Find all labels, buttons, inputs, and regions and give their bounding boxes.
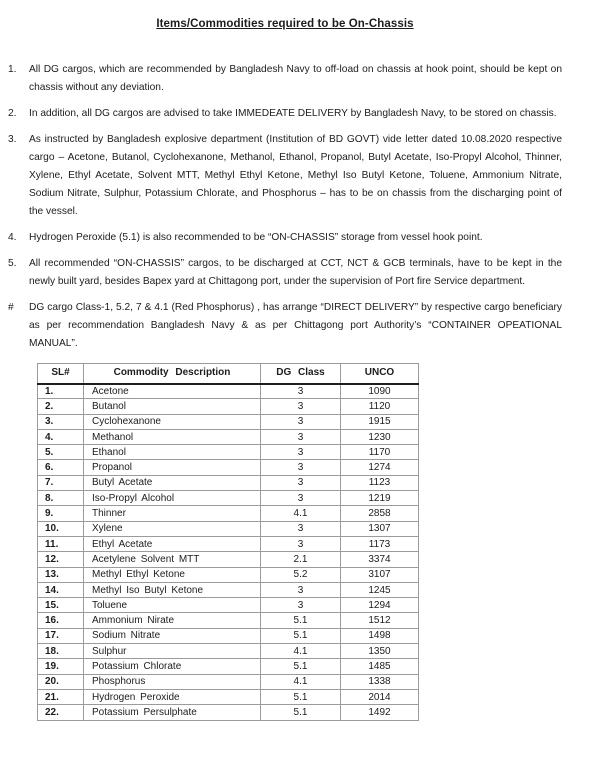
commodity-cell: Acetone: [84, 384, 261, 399]
paragraph-marker: 1.: [8, 64, 17, 75]
dg-class-cell: 5.1: [261, 628, 341, 643]
paragraph-item: [8, 229, 562, 247]
commodity-cell: Propanol: [84, 460, 261, 475]
paragraph-item: [8, 105, 562, 123]
column-header-unco: UNCO: [341, 364, 419, 384]
dg-class-cell: 3: [261, 414, 341, 429]
table-row: [38, 506, 419, 521]
paragraph-list: [8, 61, 562, 353]
sl-cell: 12.: [38, 552, 84, 567]
table-row: [38, 384, 419, 399]
table-row: [38, 659, 419, 674]
commodity-cell: Acetylene Solvent MTT: [84, 552, 261, 567]
table-row: [38, 628, 419, 643]
unco-cell: 1498: [341, 628, 419, 643]
sl-cell: 2.: [38, 399, 84, 414]
dg-class-cell: 5.2: [261, 567, 341, 582]
paragraph-item: [8, 299, 562, 353]
page-title: Items/Commodities required to be On-Chassis: [156, 18, 414, 30]
sl-cell: 7.: [38, 475, 84, 490]
unco-cell: 1173: [341, 536, 419, 551]
paragraph-text: Hydrogen Peroxide (5.1) is also recommended to be “ON-CHASSIS” storage from vessel hook point.: [29, 232, 483, 243]
unco-cell: 1170: [341, 445, 419, 460]
dg-class-cell: 3: [261, 460, 341, 475]
table-row: [38, 552, 419, 567]
table-row: [38, 689, 419, 704]
unco-cell: 3374: [341, 552, 419, 567]
dg-class-cell: 5.1: [261, 705, 341, 720]
sl-cell: 15.: [38, 598, 84, 613]
sl-cell: 3.: [38, 414, 84, 429]
commodity-cell: Methyl Iso Butyl Ketone: [84, 582, 261, 597]
unco-cell: 1120: [341, 399, 419, 414]
paragraph-text: DG cargo Class-1, 5.2, 7 & 4.1 (Red Phosphorus) , has arrange “DIRECT DELIVERY” by respective cargo beneficiary as per recommendation Bangladesh Navy & as per Chittagong port Authority’s “CONTAINER OPEATIONAL MANUAL”.: [29, 302, 562, 349]
table-row: [38, 567, 419, 582]
paragraph-marker: 2.: [8, 108, 17, 119]
commodity-cell: Thinner: [84, 506, 261, 521]
commodity-cell: Potassium Persulphate: [84, 705, 261, 720]
sl-cell: 19.: [38, 659, 84, 674]
paragraph-marker: 3.: [8, 134, 17, 145]
unco-cell: 3107: [341, 567, 419, 582]
table-row: [38, 536, 419, 551]
commodity-cell: Iso-Propyl Alcohol: [84, 491, 261, 506]
commodity-cell: Ethyl Acetate: [84, 536, 261, 551]
sl-cell: 17.: [38, 628, 84, 643]
sl-cell: 9.: [38, 506, 84, 521]
commodity-cell: Ethanol: [84, 445, 261, 460]
table-header-row: [38, 364, 419, 384]
dg-class-cell: 4.1: [261, 674, 341, 689]
dg-class-cell: 3: [261, 445, 341, 460]
unco-cell: 1915: [341, 414, 419, 429]
commodity-cell: Potassium Chlorate: [84, 659, 261, 674]
sl-cell: 10.: [38, 521, 84, 536]
sl-cell: 6.: [38, 460, 84, 475]
sl-cell: 20.: [38, 674, 84, 689]
table-row: [38, 399, 419, 414]
sl-cell: 18.: [38, 644, 84, 659]
sl-cell: 8.: [38, 491, 84, 506]
unco-cell: 1492: [341, 705, 419, 720]
commodity-cell: Xylene: [84, 521, 261, 536]
unco-cell: 2858: [341, 506, 419, 521]
paragraph-text: As instructed by Bangladesh explosive department (Institution of BD GOVT) vide letter dated 10.08.2020 respective cargo – Acetone, Butanol, Cyclohexanone, Methanol, Ethanol, Propanol, Butyl Acetate, Iso-Propyl Alcohol, Thinner, Xylene, Ethyl Acetate, Solvent MTT, Methyl Ethyl Ketone, Methyl Iso Butyl Ketone, Toluene, Ammonium Nitrate, Sodium Nitrate, Sulphur, Potassium Chlorate, and Phosphorus – has to be on chassis from the discharging point of the vessel.: [29, 134, 562, 217]
commodity-cell: Cyclohexanone: [84, 414, 261, 429]
commodity-cell: Ammonium Nirate: [84, 613, 261, 628]
dg-class-cell: 3: [261, 536, 341, 551]
table-row: [38, 460, 419, 475]
paragraph-item: [8, 61, 562, 97]
paragraph-text: All recommended “ON-CHASSIS” cargos, to be discharged at CCT, NCT & GCB terminals, have to be kept in the newly built yard, besides Bapex yard at Chittagong port, under the supervision of Port fire Service department.: [29, 258, 562, 287]
unco-cell: 1485: [341, 659, 419, 674]
table-body: [38, 384, 419, 721]
paragraph-text: All DG cargos, which are recommended by Bangladesh Navy to off-load on chassis at hook point, should be kept on chassis without any deviation.: [29, 64, 562, 93]
sl-cell: 5.: [38, 445, 84, 460]
dg-class-cell: 4.1: [261, 506, 341, 521]
table-row: [38, 705, 419, 720]
commodity-table: [37, 363, 419, 721]
dg-class-cell: 3: [261, 384, 341, 399]
paragraph-text: In addition, all DG cargos are advised to take IMMEDEATE DELIVERY by Bangladesh Navy, to be stored on chassis.: [29, 108, 557, 119]
commodity-cell: Toluene: [84, 598, 261, 613]
table-row: [38, 429, 419, 444]
unco-cell: 1512: [341, 613, 419, 628]
commodity-cell: Butanol: [84, 399, 261, 414]
unco-cell: 2014: [341, 689, 419, 704]
unco-cell: 1230: [341, 429, 419, 444]
sl-cell: 11.: [38, 536, 84, 551]
unco-cell: 1294: [341, 598, 419, 613]
dg-class-cell: 3: [261, 475, 341, 490]
dg-class-cell: 3: [261, 582, 341, 597]
dg-class-cell: 2.1: [261, 552, 341, 567]
table-row: [38, 521, 419, 536]
sl-cell: 4.: [38, 429, 84, 444]
commodity-cell: Butyl Acetate: [84, 475, 261, 490]
sl-cell: 16.: [38, 613, 84, 628]
paragraph-item: [8, 131, 562, 221]
paragraph-marker: #: [8, 302, 14, 313]
dg-class-cell: 3: [261, 598, 341, 613]
commodity-cell: Sulphur: [84, 644, 261, 659]
table-row: [38, 414, 419, 429]
table-row: [38, 582, 419, 597]
column-header-dg-class: DG Class: [261, 364, 341, 384]
unco-cell: 1245: [341, 582, 419, 597]
dg-class-cell: 5.1: [261, 613, 341, 628]
commodity-cell: Phosphorus: [84, 674, 261, 689]
dg-class-cell: 3: [261, 521, 341, 536]
sl-cell: 22.: [38, 705, 84, 720]
unco-cell: 1090: [341, 384, 419, 399]
unco-cell: 1307: [341, 521, 419, 536]
sl-cell: 14.: [38, 582, 84, 597]
dg-class-cell: 4.1: [261, 644, 341, 659]
table-row: [38, 674, 419, 689]
sl-cell: 1.: [38, 384, 84, 399]
sl-cell: 13.: [38, 567, 84, 582]
dg-class-cell: 3: [261, 429, 341, 444]
column-header-commodity-description: Commodity Description: [84, 364, 261, 384]
dg-class-cell: 3: [261, 491, 341, 506]
table-row: [38, 613, 419, 628]
paragraph-marker: 5.: [8, 258, 17, 269]
commodity-cell: Sodium Nitrate: [84, 628, 261, 643]
dg-class-cell: 5.1: [261, 659, 341, 674]
paragraph-marker: 4.: [8, 232, 17, 243]
commodity-cell: Hydrogen Peroxide: [84, 689, 261, 704]
table-row: [38, 475, 419, 490]
table-row: [38, 491, 419, 506]
commodity-cell: Methanol: [84, 429, 261, 444]
unco-cell: 1123: [341, 475, 419, 490]
paragraph-item: [8, 255, 562, 291]
dg-class-cell: 3: [261, 399, 341, 414]
unco-cell: 1338: [341, 674, 419, 689]
column-header-sl-: SL#: [38, 364, 84, 384]
table-row: [38, 598, 419, 613]
dg-class-cell: 5.1: [261, 689, 341, 704]
unco-cell: 1219: [341, 491, 419, 506]
commodity-cell: Methyl Ethyl Ketone: [84, 567, 261, 582]
sl-cell: 21.: [38, 689, 84, 704]
table-row: [38, 445, 419, 460]
unco-cell: 1274: [341, 460, 419, 475]
unco-cell: 1350: [341, 644, 419, 659]
table-row: [38, 644, 419, 659]
